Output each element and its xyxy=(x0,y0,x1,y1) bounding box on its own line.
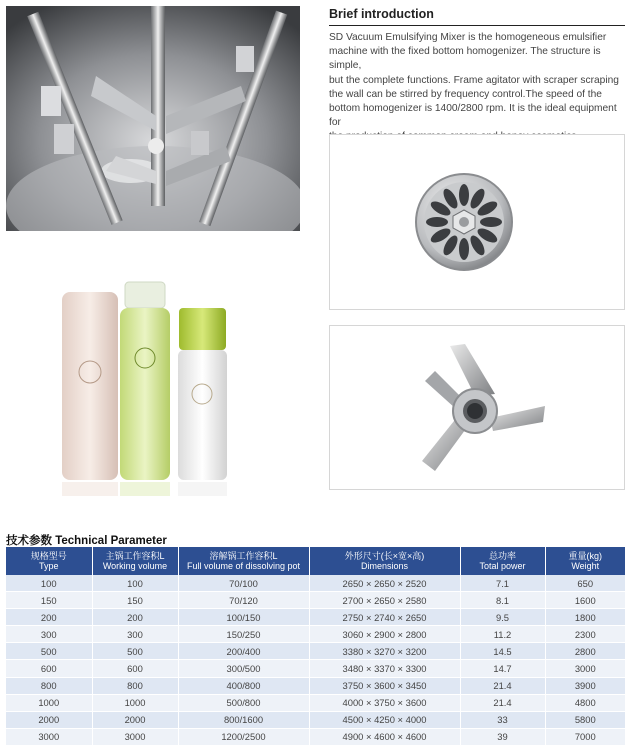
cell-weight: 2800 xyxy=(545,643,625,660)
cell-type: 800 xyxy=(6,677,92,694)
table-row xyxy=(6,575,625,592)
cell-weight: 3900 xyxy=(545,677,625,694)
cell-type: 600 xyxy=(6,660,92,677)
cell-weight: 3000 xyxy=(545,660,625,677)
cell-dissolving-volume: 150/250 xyxy=(178,626,309,643)
cell-total-power: 21.4 xyxy=(460,677,545,694)
cell-weight: 1800 xyxy=(545,609,625,626)
cell-working-volume: 2000 xyxy=(92,711,178,728)
cell-total-power: 9.5 xyxy=(460,609,545,626)
cell-working-volume: 300 xyxy=(92,626,178,643)
cell-working-volume: 800 xyxy=(92,677,178,694)
cell-dimensions: 3480 × 3370 × 3300 xyxy=(309,660,460,677)
cell-type: 100 xyxy=(6,575,92,592)
cell-working-volume: 150 xyxy=(92,592,178,609)
column-header-weight: 重量(kg) Weight xyxy=(545,547,625,575)
cell-weight: 7000 xyxy=(545,728,625,745)
intro-line: the wall can be stirred by frequency control.The speed of the xyxy=(329,88,602,100)
intro-paragraph xyxy=(329,31,627,145)
cell-total-power: 33 xyxy=(460,711,545,728)
table-row xyxy=(6,643,625,660)
cell-dissolving-volume: 200/400 xyxy=(178,643,309,660)
table-row xyxy=(6,609,625,626)
cell-working-volume: 1000 xyxy=(92,694,178,711)
technical-parameter-table xyxy=(6,547,625,746)
column-header-dimensions: 外形尺寸(长×宽×高) Dimensions xyxy=(309,547,460,575)
cell-working-volume: 500 xyxy=(92,643,178,660)
cell-working-volume: 200 xyxy=(92,609,178,626)
cell-dissolving-volume: 1200/2500 xyxy=(178,728,309,745)
cell-working-volume: 3000 xyxy=(92,728,178,745)
intro-line: bottom homogenizer is 1400/2800 rpm. It is the ideal equipment for xyxy=(329,103,617,129)
column-header-working-volume: 主锅工作容积L Working volume xyxy=(92,547,178,575)
intro-line: but the complete functions. Frame agitator with scraper scraping xyxy=(329,74,619,86)
intro-line: SD Vacuum Emulsifying Mixer is the homogeneous emulsifier xyxy=(329,32,607,43)
cell-total-power: 39 xyxy=(460,728,545,745)
cell-total-power: 8.1 xyxy=(460,592,545,609)
cell-working-volume: 600 xyxy=(92,660,178,677)
table-row xyxy=(6,711,625,728)
cell-total-power: 14.7 xyxy=(460,660,545,677)
cell-dissolving-volume: 100/150 xyxy=(178,609,309,626)
cell-dimensions: 4900 × 4600 × 4600 xyxy=(309,728,460,745)
cell-weight: 2300 xyxy=(545,626,625,643)
intro-divider xyxy=(329,25,625,26)
table-row xyxy=(6,592,625,609)
cell-dissolving-volume: 800/1600 xyxy=(178,711,309,728)
intro-line: machine with the fixed bottom homogenizer. The structure is simple, xyxy=(329,46,601,72)
cell-type: 1000 xyxy=(6,694,92,711)
cell-dissolving-volume: 70/120 xyxy=(178,592,309,609)
table-row xyxy=(6,694,625,711)
cell-type: 300 xyxy=(6,626,92,643)
homogenizer-stator-photo xyxy=(329,134,625,310)
table-header-row xyxy=(6,547,625,575)
cell-weight: 5800 xyxy=(545,711,625,728)
cell-dimensions: 2750 × 2740 × 2650 xyxy=(309,609,460,626)
mixer-interior-photo xyxy=(6,6,300,231)
cell-dimensions: 3380 × 3270 × 3200 xyxy=(309,643,460,660)
cell-dimensions: 2650 × 2650 × 2520 xyxy=(309,575,460,592)
cell-dimensions: 4500 × 4250 × 4000 xyxy=(309,711,460,728)
column-header-dissolving-volume: 溶解锅工作容积L Full volume of dissolving pot xyxy=(178,547,309,575)
cell-total-power: 7.1 xyxy=(460,575,545,592)
cell-dimensions: 3060 × 2900 × 2800 xyxy=(309,626,460,643)
cell-type: 200 xyxy=(6,609,92,626)
homogenizer-rotor-photo xyxy=(329,325,625,490)
cell-type: 3000 xyxy=(6,728,92,745)
table-row xyxy=(6,626,625,643)
cell-type: 2000 xyxy=(6,711,92,728)
cell-dissolving-volume: 400/800 xyxy=(178,677,309,694)
table-row xyxy=(6,677,625,694)
cell-total-power: 11.2 xyxy=(460,626,545,643)
cell-dimensions: 2700 × 2650 × 2580 xyxy=(309,592,460,609)
cell-weight: 4800 xyxy=(545,694,625,711)
cell-dissolving-volume: 500/800 xyxy=(178,694,309,711)
intro-title: Brief introduction xyxy=(329,7,434,21)
cell-type: 500 xyxy=(6,643,92,660)
cell-dimensions: 4000 × 3750 × 3600 xyxy=(309,694,460,711)
cell-total-power: 14.5 xyxy=(460,643,545,660)
cell-working-volume: 100 xyxy=(92,575,178,592)
table-row xyxy=(6,660,625,677)
column-header-type: 规格型号 Type xyxy=(6,547,92,575)
cell-weight: 650 xyxy=(545,575,625,592)
cell-dissolving-volume: 300/500 xyxy=(178,660,309,677)
cell-dimensions: 3750 × 3600 × 3450 xyxy=(309,677,460,694)
cell-total-power: 21.4 xyxy=(460,694,545,711)
cell-dissolving-volume: 70/100 xyxy=(178,575,309,592)
column-header-total-power: 总功率 Total power xyxy=(460,547,545,575)
cosmetic-bottles-photo xyxy=(58,278,238,498)
cell-type: 150 xyxy=(6,592,92,609)
cell-weight: 1600 xyxy=(545,592,625,609)
table-title: 技术参数 Technical Parameter xyxy=(6,535,167,547)
